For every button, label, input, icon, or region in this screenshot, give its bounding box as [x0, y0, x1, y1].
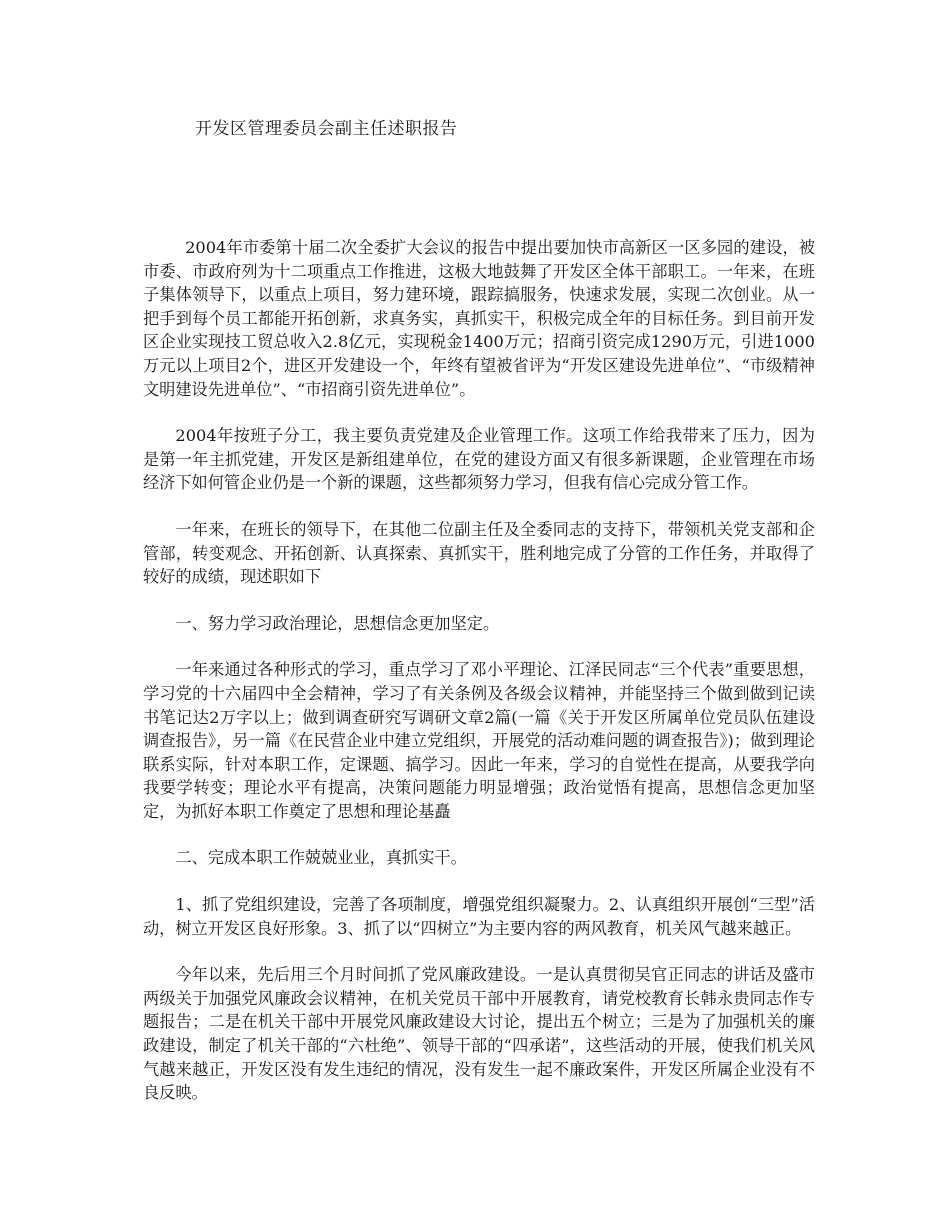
document-body — [143, 236, 815, 1128]
document-title: 开发区管理委员会副主任述职报告 — [195, 119, 458, 139]
paragraph-duties: 2004年按班子分工，我主要负责党建及企业管理工作。这项工作给我带来了压力，因为是第一年主抓党建，开发区是新组建单位，在党的建设方面又有很多新课题，企业管理在市场经济下如何管企业仍是一个新的课题，这些都须努力学习，但我有信心完成分管工作。 — [143, 426, 815, 493]
paragraph-study: 一年来通过各种形式的学习，重点学习了邓小平理论、江泽民同志“三个代表”重要思想，学习党的十六届四中全会精神，学习了有关条例及各级会议精神，并能坚持三个做到做到记读书笔记达2万字以上；做到调查研究写调研文章2篇(一篇《关于开发区所属单位党员队伍建设调查报告》，另一篇《在民营企业中建立党组织，开展党的活动难问题的调查报告》)；做到理论联系实际，针对本职工作，定课题、搞学习。因此一年来，学习的自觉性在提高，从要我学向我要学转变；理论水平有提高，决策问题能力明显增强；政治觉悟有提高，思想信念更加坚定，为抓好本职工作奠定了思想和理论基矗 — [143, 660, 815, 821]
paragraph-integrity: 今年以来，先后用三个月时间抓了党风廉政建设。一是认真贯彻吴官正同志的讲话及盛市两级关于加强党风廉政会议精神，在机关党员干部中开展教育，请党校教育长韩永贵同志作专题报告；二是在机关干部中开展党风廉政建设大讨论，提出五个树立；三是为了加强机关的廉政建设，制定了机关干部的“六杜绝”、领导干部的“四承诺”，这些活动的开展，使我们机关风气越来越正，开发区没有发生违纪的情况，没有发生一起不廉政案件，开发区所属企业没有不良反映。 — [143, 965, 815, 1103]
paragraph-party-building: 1、抓了党组织建设，完善了各项制度，增强党组织凝聚力。2、认真组织开展创“三型”活动，树立开发区良好形象。3、抓了以“四树立”为主要内容的两风教育，机关风气越来越正。 — [143, 895, 815, 938]
paragraph-intro: 2004年市委第十届二次全委扩大会议的报告中提出要加快市高新区一区多园的建设，被市委、市政府列为十二项重点工作推进，这极大地鼓舞了开发区全体干部职工。一年来，在班子集体领导下，以重点上项目，努力建环境，跟踪搞服务，快速求发展，实现二次创业。从一把手到每个员工都能开拓创新，求真务实，真抓实干，积极完成全年的目标任务。到目前开发区企业实现技工贸总收入2.8亿元，实现税金1400万元；招商引资完成1290万元，引进1000万元以上项目2个，进区开发建设一个，年终有望被省评为“开发区建设先进单位”、“市级精神文明建设先进单位”、“市招商引资先进单位”。 — [143, 238, 815, 399]
section-heading-2: 二、完成本职工作兢兢业业，真抓实干。 — [175, 848, 467, 868]
paragraph-summary: 一年来，在班长的领导下，在其他二位副主任及全委同志的支持下，带领机关党支部和企管部，转变观念、开拓创新、认真探索、真抓实干，胜利地完成了分管的工作任务，并取得了较好的成绩，现述职如下 — [143, 519, 815, 587]
section-heading-1: 一、努力学习政治理论，思想信念更加坚定。 — [175, 613, 500, 633]
